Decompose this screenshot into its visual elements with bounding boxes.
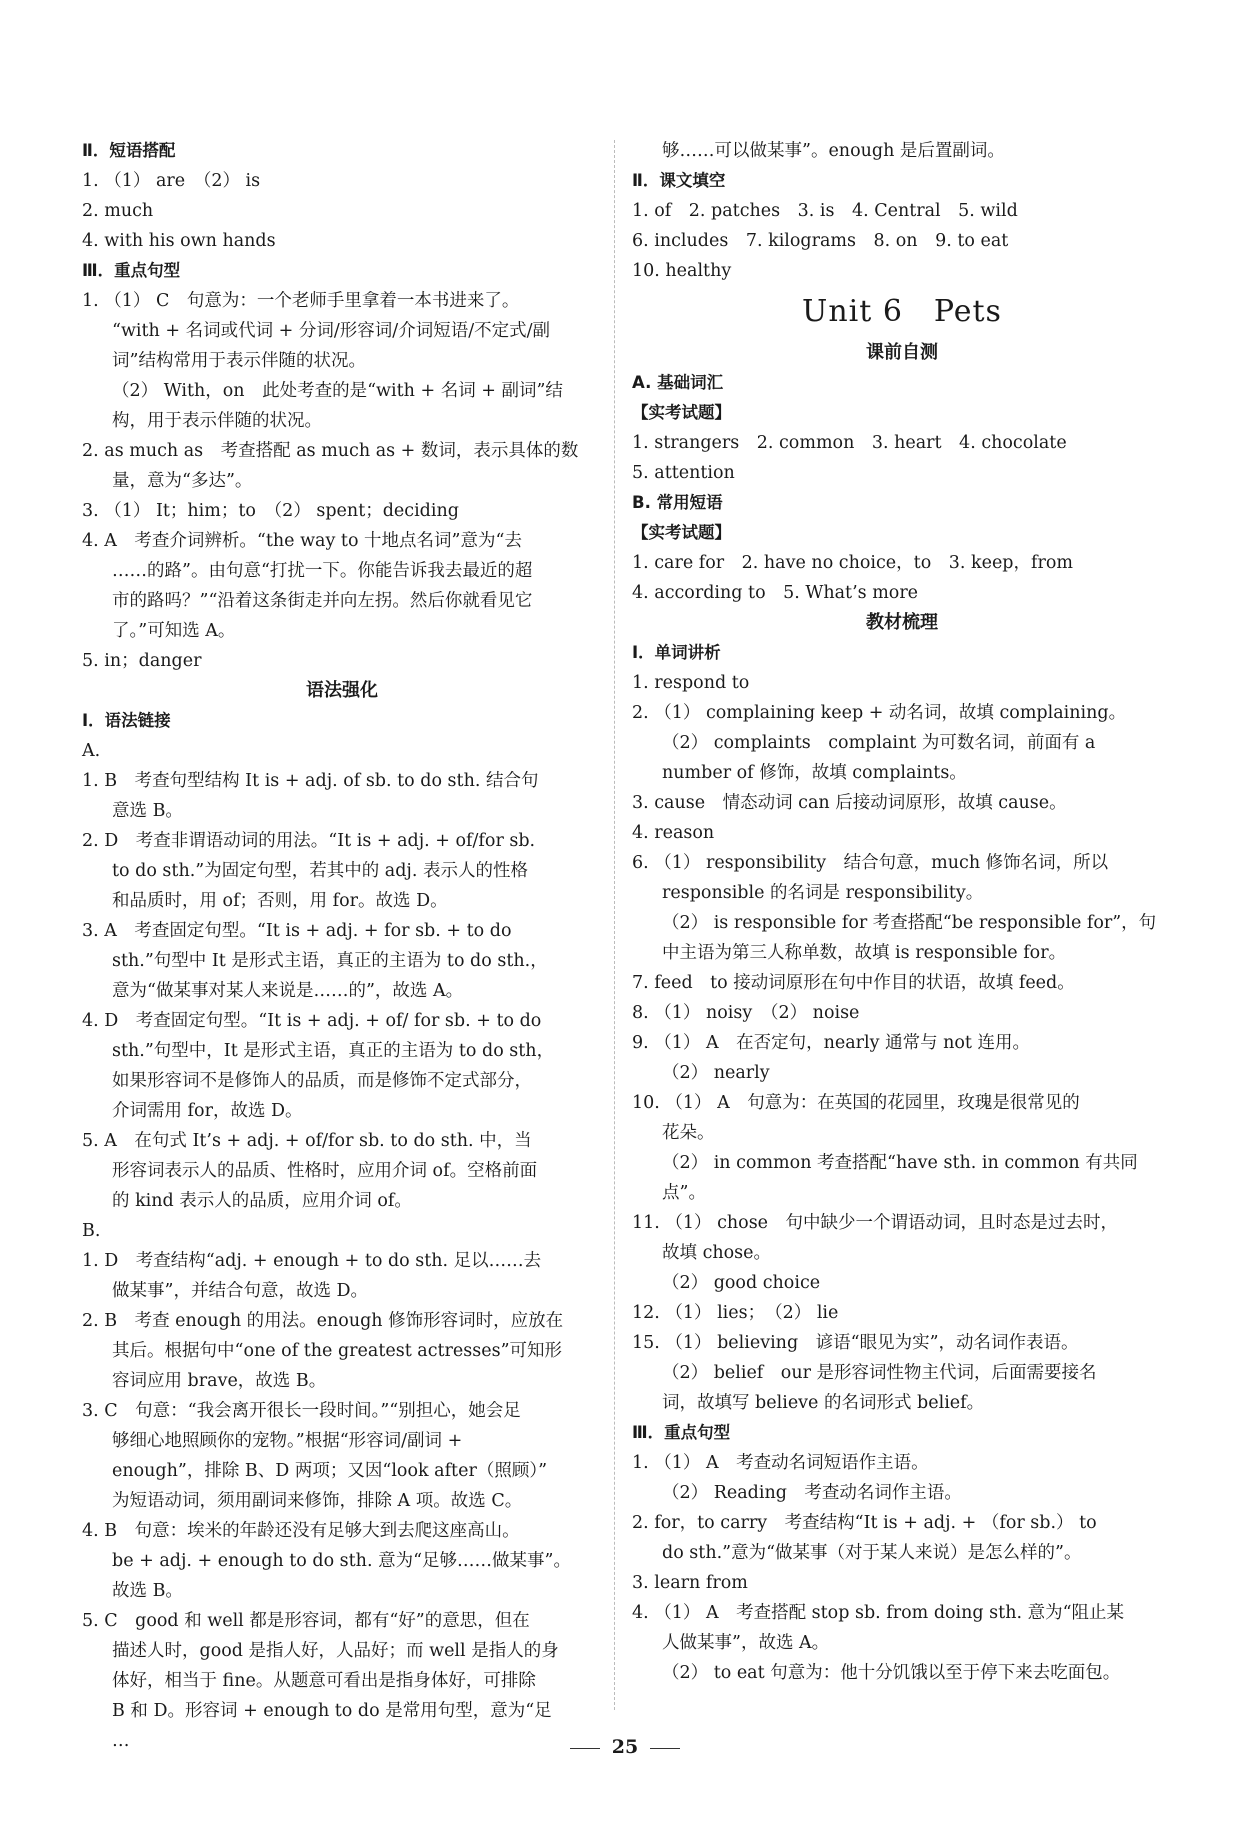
right-line: （2） in common 考查搭配“have sth. in common 有共同 bbox=[662, 1153, 1138, 1173]
left-line: sth.”句型中 It 是形式主语，真正的主语为 to do sth.， bbox=[112, 951, 548, 971]
left-line: 如果形容词不是修饰人的品质，而是修饰不定式部分， bbox=[112, 1071, 532, 1091]
right-line: Ⅰ．单词讲析 bbox=[632, 643, 721, 662]
right-line: 1. （1） A 考查动名词短语作主语。 bbox=[632, 1453, 929, 1473]
right-line: 15. （1） believing 谚语“眼见为实”，动名词作表语。 bbox=[632, 1333, 1079, 1353]
right-line: Unit 6 Pets bbox=[802, 294, 1002, 329]
left-line: 容词应用 brave，故选 B。 bbox=[112, 1371, 327, 1391]
left-line: 意选 B。 bbox=[112, 801, 183, 821]
right-line: （2） is responsible for 考查搭配“be responsible for”，句 bbox=[662, 913, 1157, 933]
right-line: （2） belief our 是形容词性物主代词，后面需要接名 bbox=[662, 1363, 1097, 1383]
left-line: sth.”句型中，It 是形式主语，真正的主语为 to do sth， bbox=[112, 1041, 555, 1061]
left-line: Ⅱ．短语搭配 bbox=[82, 141, 176, 160]
right-line: A. 基础词汇 bbox=[632, 373, 724, 392]
right-line: 1. strangers 2. common 3. heart 4. chocolate bbox=[632, 433, 1067, 453]
left-line: 做某事”，并结合句意，故选 D。 bbox=[112, 1281, 369, 1301]
left-line: 4. D 考查固定句型。“It is + adj. + of/ for sb. + to do bbox=[82, 1011, 542, 1031]
left-line: 意为“做某事对某人来说是……的”，故选 A。 bbox=[112, 981, 464, 1001]
left-line: 4. B 句意：埃米的年龄还没有足够大到去爬这座高山。 bbox=[82, 1521, 520, 1541]
right-line: （2） Reading 考查动名词作主语。 bbox=[662, 1483, 962, 1503]
right-line: （2） to eat 句意为：他十分饥饿以至于停下来去吃面包。 bbox=[662, 1663, 1121, 1683]
right-line: （2） good choice bbox=[662, 1273, 821, 1293]
right-line: 1. respond to bbox=[632, 673, 750, 693]
left-line: 故选 B。 bbox=[112, 1581, 183, 1601]
right-line: B. 常用短语 bbox=[632, 493, 723, 512]
left-line: 3. （1） It；him；to （2） spent；deciding bbox=[82, 501, 459, 521]
right-line: 1. of 2. patches 3. is 4. Central 5. wild bbox=[632, 201, 1018, 221]
left-line: 词”结构常用于表示伴随的状况。 bbox=[112, 351, 366, 371]
right-line: 课前自测 bbox=[866, 342, 938, 363]
right-line: 5. attention bbox=[632, 463, 735, 483]
left-line: 4. A 考查介词辨析。“the way to 十地点名词”意为“去 bbox=[82, 531, 522, 551]
right-line: 12. （1） lies； （2） lie bbox=[632, 1303, 839, 1323]
left-line: 3. A 考查固定句型。“It is + adj. + for sb. + to do bbox=[82, 921, 512, 941]
left-line: 2. as much as 考查搭配 as much as + 数词，表示具体的数 bbox=[82, 441, 579, 461]
right-line: 4. reason bbox=[632, 823, 715, 843]
left-line: Ⅲ．重点句型 bbox=[82, 261, 181, 280]
left-line: B 和 D。形容词 + enough to do 是常用句型，意为“足 bbox=[112, 1701, 552, 1721]
left-line: 量，意为“多达”。 bbox=[112, 471, 253, 491]
page-number: 25 bbox=[611, 1736, 639, 1758]
right-line: 10. healthy bbox=[632, 261, 732, 281]
footer-rule-left bbox=[570, 1748, 600, 1749]
left-line: be + adj. + enough to do sth. 意为“足够……做某事”。 bbox=[112, 1551, 571, 1571]
left-line: B. bbox=[82, 1221, 101, 1241]
left-column bbox=[82, 136, 602, 1756]
right-line: 6. （1） responsibility 结合句意，much 修饰名词，所以 bbox=[632, 853, 1109, 873]
right-line: 够……可以做某事”。enough 是后置副词。 bbox=[662, 141, 1005, 161]
left-line: 1. （1） C 句意为：一个老师手里拿着一本书进来了。 bbox=[82, 291, 520, 311]
right-line: 4. according to 5. What’s more bbox=[632, 583, 919, 603]
left-line: 市的路吗？”“沿着这条街走并向左拐。然后你就看见它 bbox=[112, 591, 533, 611]
left-line: 2. B 考查 enough 的用法。enough 修饰形容词时，应放在 bbox=[82, 1311, 564, 1331]
right-line: responsible 的名词是 responsibility。 bbox=[662, 883, 984, 903]
left-line: A. bbox=[82, 741, 101, 761]
right-line: 4. （1） A 考查搭配 stop sb. from doing sth. 意为“阻止某 bbox=[632, 1603, 1125, 1623]
left-line: 3. C 句意：“我会离开很长一段时间。”“别担心，她会足 bbox=[82, 1401, 521, 1421]
right-line: Ⅱ．课文填空 bbox=[632, 171, 726, 190]
left-line: enough”，排除 B、D 两项；又因“look after（照顾）” bbox=[112, 1461, 548, 1481]
right-line: do sth.”意为“做某事（对于某人来说）是怎么样的”。 bbox=[662, 1543, 1082, 1563]
left-line: 语法强化 bbox=[306, 680, 378, 701]
left-line: ……的路”。由句意“打扰一下。你能告诉我去最近的超 bbox=[112, 561, 533, 581]
left-line: 描述人时，good 是指人好，人品好；而 well 是指人的身 bbox=[112, 1641, 559, 1661]
right-line: 8. （1） noisy （2） noise bbox=[632, 1003, 860, 1023]
column-divider bbox=[614, 140, 615, 1710]
left-line: 形容词表示人的品质、性格时，应用介词 of。空格前面 bbox=[112, 1161, 538, 1181]
left-line: 体好，相当于 fine。从题意可看出是指身体好，可排除 bbox=[112, 1671, 536, 1691]
left-line: Ⅰ．语法链接 bbox=[82, 711, 171, 730]
left-line: 5. in；danger bbox=[82, 651, 202, 671]
left-line: “with + 名词或代词 + 分词/形容词/介词短语/不定式/副 bbox=[112, 321, 550, 341]
left-line: 构，用于表示伴随的状况。 bbox=[112, 411, 322, 431]
right-line: 3. learn from bbox=[632, 1573, 748, 1593]
footer-rule-right bbox=[650, 1748, 680, 1749]
left-line: 的 kind 表示人的品质，应用介词 of。 bbox=[112, 1191, 412, 1211]
page-footer bbox=[0, 1736, 1250, 1758]
right-line: 11. （1） chose 句中缺少一个谓语动词，且时态是过去时， bbox=[632, 1213, 1119, 1233]
right-line: 7. feed to 接动词原形在句中作目的状语，故填 feed。 bbox=[632, 973, 1075, 993]
left-line: 1. B 考查句型结构 It is + adj. of sb. to do sth. 结合句 bbox=[82, 771, 539, 791]
left-line: to do sth.”为固定句型，若其中的 adj. 表示人的性格 bbox=[112, 861, 528, 881]
right-line: 3. cause 情态动词 can 后接动词原形，故填 cause。 bbox=[632, 793, 1067, 813]
left-line: 5. A 在句式 It’s + adj. + of/for sb. to do sth. 中，当 bbox=[82, 1131, 532, 1151]
right-line: 2. （1） complaining keep + 动名词，故填 complaining。 bbox=[632, 703, 1127, 723]
right-line: 1. care for 2. have no choice，to 3. keep，from bbox=[632, 553, 1073, 573]
left-line: 1. D 考查结构“adj. + enough + to do sth. 足以……去 bbox=[82, 1251, 542, 1271]
right-line: 点”。 bbox=[662, 1183, 706, 1203]
right-line: 【实考试题】 bbox=[632, 403, 731, 422]
left-line: 介词需用 for，故选 D。 bbox=[112, 1101, 303, 1121]
left-line: 为短语动词，须用副词来修饰，排除 A 项。故选 C。 bbox=[112, 1491, 523, 1511]
left-line: 4. with his own hands bbox=[82, 231, 276, 251]
left-line: 2. D 考查非谓语动词的用法。“It is + adj. + of/for sb. bbox=[82, 831, 536, 851]
left-line: 了。”可知选 A。 bbox=[112, 621, 236, 641]
left-line: 其后。根据句中“one of the greatest actresses”可知形 bbox=[112, 1341, 563, 1361]
right-line: （2） nearly bbox=[662, 1063, 770, 1083]
right-line: 6. includes 7. kilograms 8. on 9. to eat bbox=[632, 231, 1009, 251]
left-line: （2） With，on 此处考查的是“with + 名词 + 副词”结 bbox=[112, 381, 563, 401]
right-line: 10. （1） A 句意为：在英国的花园里，玫瑰是很常见的 bbox=[632, 1093, 1080, 1113]
right-line: 花朵。 bbox=[662, 1123, 715, 1143]
right-line: 中主语为第三人称单数，故填 is responsible for。 bbox=[662, 943, 1067, 963]
left-line: 够细心地照顾你的宠物。”根据“形容词/副词 + bbox=[112, 1431, 463, 1451]
left-line: 1. （1） are （2） is bbox=[82, 171, 261, 191]
right-line: 故填 chose。 bbox=[662, 1243, 772, 1263]
right-line: 教材梳理 bbox=[866, 612, 938, 633]
right-line: 词，故填写 believe 的名词形式 belief。 bbox=[662, 1393, 985, 1413]
right-line: number of 修饰，故填 complaints。 bbox=[662, 763, 967, 783]
right-line: Ⅲ．重点句型 bbox=[632, 1423, 731, 1442]
left-line: 和品质时，用 of；否则，用 for。故选 D。 bbox=[112, 891, 448, 911]
right-column bbox=[632, 136, 1172, 1688]
right-line: 【实考试题】 bbox=[632, 523, 731, 542]
right-line: 9. （1） A 在否定句，nearly 通常与 not 连用。 bbox=[632, 1033, 1031, 1053]
right-line: 2. for，to carry 考查结构“It is + adj. + （for sb.） to bbox=[632, 1513, 1097, 1533]
right-line: 人做某事”，故选 A。 bbox=[662, 1633, 830, 1653]
right-line: （2） complaints complaint 为可数名词，前面有 a bbox=[662, 733, 1096, 753]
left-line: … bbox=[112, 1731, 130, 1751]
left-line: 2. much bbox=[82, 201, 154, 221]
left-line: 5. C good 和 well 都是形容词，都有“好”的意思，但在 bbox=[82, 1611, 530, 1631]
